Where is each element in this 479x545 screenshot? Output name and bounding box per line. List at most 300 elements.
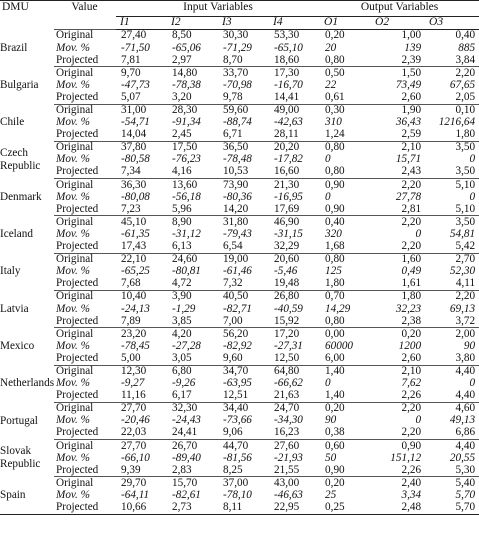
cell-i3: 7,32	[223, 277, 243, 290]
cell-o3: 0,40	[425, 30, 479, 43]
cell-i2: 3,20	[172, 90, 192, 103]
cell-o1: 125	[325, 265, 342, 278]
row-value-label: Projected	[56, 165, 99, 178]
cell-i1: -47,73	[121, 78, 150, 91]
cell-i1: 7,68	[121, 277, 141, 290]
cell-i2: 14,80	[167, 67, 218, 80]
table-row	[0, 154, 479, 166]
cell-o2: 2,60	[401, 90, 422, 103]
cell-i4: -27,31	[274, 339, 303, 352]
cell-i3: 14,20	[223, 202, 249, 215]
cell-o2: 2,39	[401, 53, 422, 66]
cell-i2: -31,12	[172, 227, 201, 240]
cell-i3: 44,70	[218, 440, 269, 453]
table-row	[0, 352, 479, 365]
cell-i1: 36,30	[116, 179, 167, 192]
cell-i2: -80,81	[172, 265, 201, 278]
row-value-label: Original	[54, 141, 116, 154]
cell-i1: 12,30	[116, 365, 167, 378]
cell-o1: 0,38	[325, 426, 345, 439]
cell-i2: -65,06	[172, 41, 201, 54]
table-row	[0, 104, 479, 117]
cell-o3: 3,50	[425, 216, 479, 229]
cell-i3: -70,98	[223, 78, 252, 91]
column-header-o1: O1	[320, 17, 371, 30]
row-value-label: Projected	[56, 463, 99, 476]
cell-o3: 2,20	[425, 67, 479, 80]
cell-i4: 21,63	[274, 389, 300, 402]
cell-i4: 21,55	[274, 463, 300, 476]
dmu-country-name: Mexico	[0, 339, 35, 352]
cell-i4: -5,46	[274, 265, 298, 278]
cell-i1: 10,40	[116, 290, 167, 303]
cell-i2: 24,60	[167, 253, 218, 266]
cell-i2: 24,41	[172, 426, 198, 439]
cell-o1: 90	[325, 414, 337, 427]
cell-o3: 5,70	[455, 488, 476, 501]
cell-i1: 9,70	[116, 67, 167, 80]
cell-o1: 0,90	[325, 463, 345, 476]
cell-o2: 2,20	[401, 240, 422, 253]
cell-o3: 54,81	[449, 227, 476, 240]
table-row	[0, 253, 479, 266]
cell-o3: 1216,64	[438, 116, 476, 129]
cell-i2: -27,28	[172, 339, 201, 352]
table-row	[0, 141, 479, 154]
cell-i2: 2,73	[167, 502, 218, 515]
column-header-o2: O2	[371, 17, 425, 30]
cell-o1: 1,80	[325, 277, 345, 290]
cell-o2: 15,71	[395, 153, 422, 166]
cell-o3: 4,60	[425, 402, 479, 415]
cell-i1: -71,50	[121, 41, 150, 54]
table-row	[0, 30, 479, 43]
row-value-label: Projected	[56, 202, 99, 215]
cell-o2: 7,62	[401, 377, 422, 390]
cell-o3: 69,13	[449, 302, 476, 315]
cell-o3: 4,11	[455, 277, 476, 290]
cell-i3: -82,92	[223, 339, 252, 352]
cell-i3: 8,25	[223, 463, 243, 476]
table-row	[0, 502, 479, 515]
table-row	[0, 427, 479, 440]
row-value-label: Original	[54, 328, 116, 341]
cell-i1: 31,00	[116, 104, 167, 117]
row-value-label: Original	[54, 290, 116, 303]
cell-i2: 8,90	[167, 216, 218, 229]
cell-o1: 0,80	[325, 314, 345, 327]
dmu-country-name: Iceland	[0, 228, 33, 241]
cell-o3: 4,40	[425, 440, 479, 453]
cell-i2: -56,18	[172, 190, 201, 203]
cell-o3: 5,70	[425, 502, 479, 515]
cell-i2: 3,90	[167, 290, 218, 303]
cell-i3: 33,70	[218, 67, 269, 80]
cell-i4: -16,70	[274, 78, 303, 91]
table-row	[0, 241, 479, 254]
row-value-label: Projected	[56, 389, 99, 402]
cell-i2: 32,30	[167, 402, 218, 415]
cell-i3: 6,54	[223, 240, 243, 253]
cell-i3: -73,66	[223, 414, 252, 427]
cell-i2: 4,16	[172, 165, 192, 178]
dmu-country-name: Netherlands	[0, 377, 55, 390]
cell-o1: 0,80	[325, 53, 345, 66]
cell-i1: -64,11	[121, 488, 150, 501]
cell-i3: -71,29	[223, 41, 252, 54]
cell-o1: 0,30	[320, 104, 371, 117]
row-value-label: Original	[54, 179, 116, 192]
cell-o3: 5,42	[455, 240, 476, 253]
cell-o2: 3,34	[401, 488, 422, 501]
cell-i1: -80,58	[121, 153, 150, 166]
cell-o1: 50	[325, 451, 337, 464]
cell-o2: 2,26	[401, 389, 422, 402]
table-row	[0, 440, 479, 453]
cell-o1: 0,90	[320, 179, 371, 192]
row-value-label: Mov. %	[56, 78, 90, 91]
dmu-country-name: Brazil	[0, 41, 28, 54]
table-row	[0, 315, 479, 328]
cell-i1: 27,70	[116, 440, 167, 453]
table-row	[0, 378, 479, 390]
row-value-label: Mov. %	[56, 377, 90, 390]
table-row	[0, 79, 479, 91]
cell-o1: 20	[325, 41, 337, 54]
cell-o2: 2,20	[401, 426, 422, 439]
table-row	[0, 54, 479, 67]
cell-o2: 0,20	[371, 328, 425, 341]
cell-i1: -66,10	[121, 451, 150, 464]
table-row	[0, 179, 479, 192]
column-header-o3: O3	[425, 17, 479, 30]
cell-o1: 0,80	[325, 165, 345, 178]
cell-i4: 14,41	[274, 90, 300, 103]
row-value-label: Projected	[56, 53, 99, 66]
cell-o2: 1,50	[371, 67, 425, 80]
cell-o1: 0,60	[320, 440, 371, 453]
table-row	[0, 477, 479, 490]
cell-i3: 7,00	[223, 314, 243, 327]
table-row	[0, 117, 479, 129]
cell-o1: 6,00	[325, 351, 345, 364]
row-value-label: Original	[54, 402, 116, 415]
cell-i2: -76,23	[172, 153, 201, 166]
cell-o3: 5,10	[455, 202, 476, 215]
cell-o2: 32,23	[395, 302, 422, 315]
table-row	[0, 402, 479, 415]
output-variables-header: Output Variables	[320, 1, 479, 17]
cell-o2: 0	[415, 227, 422, 240]
cell-o3: 3,84	[455, 53, 476, 66]
cell-i4: 20,60	[269, 253, 320, 266]
table-row	[0, 365, 479, 378]
dmu-country-name: Slovak Republic	[0, 445, 41, 471]
cell-i3: 9,60	[223, 351, 243, 364]
row-value-label: Mov. %	[56, 302, 90, 315]
cell-i2: 3,85	[172, 314, 192, 327]
row-value-label: Projected	[56, 90, 99, 103]
cell-i4: 64,80	[269, 365, 320, 378]
value-header: Value	[54, 1, 116, 30]
cell-i3: 8,70	[223, 53, 243, 66]
cell-i1: 14,04	[121, 128, 147, 141]
table-row	[0, 390, 479, 403]
dmu-country-name: Italy	[0, 265, 21, 278]
row-value-label: Mov. %	[56, 265, 90, 278]
row-value-label: Original	[54, 104, 116, 117]
cell-o2: 2,43	[401, 165, 422, 178]
cell-o1: 0,20	[320, 30, 371, 43]
cell-i2: 2,97	[172, 53, 192, 66]
column-header-i3: I3	[218, 17, 269, 30]
cell-i3: 30,30	[218, 30, 269, 43]
cell-o1: 60000	[325, 339, 354, 352]
cell-i2: -91,34	[172, 116, 201, 129]
cell-o3: 6,86	[455, 426, 476, 439]
cell-o1: 0	[325, 153, 331, 166]
cell-i4: -46,63	[274, 488, 303, 501]
row-value-label: Mov. %	[56, 190, 90, 203]
cell-i4: 46,90	[269, 216, 320, 229]
cell-o3: 0	[469, 190, 476, 203]
dmu-country-name: Bulgaria	[0, 78, 39, 91]
cell-i3: 10,53	[223, 165, 249, 178]
cell-i3: 31,80	[218, 216, 269, 229]
cell-i2: -1,29	[172, 302, 196, 315]
cell-i4: 53,30	[269, 30, 320, 43]
cell-o3: 3,80	[455, 351, 476, 364]
cell-i4: 27,60	[269, 440, 320, 453]
row-value-label: Mov. %	[56, 116, 90, 129]
cell-o2: 1,60	[371, 253, 425, 266]
cell-i4: 43,00	[269, 477, 320, 490]
cell-i3: 8,11	[218, 502, 269, 515]
cell-o2: 2,10	[371, 365, 425, 378]
row-value-label: Mov. %	[56, 227, 90, 240]
cell-o2: 1,90	[371, 104, 425, 117]
cell-i2: 6,80	[167, 365, 218, 378]
table-row	[0, 489, 479, 501]
cell-o2: 2,59	[401, 128, 422, 141]
cell-o3: 5,30	[455, 463, 476, 476]
table-row	[0, 67, 479, 80]
cell-o2: 0	[415, 414, 422, 427]
cell-o2: 2,26	[401, 463, 422, 476]
row-value-label: Mov. %	[56, 414, 90, 427]
table-row	[0, 328, 479, 341]
cell-i3: 59,60	[218, 104, 269, 117]
cell-i2: 2,83	[172, 463, 192, 476]
row-value-label: Projected	[56, 351, 99, 364]
cell-i4: -40,59	[274, 302, 303, 315]
dmu-country-name: Portugal	[0, 414, 38, 427]
cell-o3: 3,50	[455, 165, 476, 178]
cell-o1: 1,40	[320, 365, 371, 378]
cell-o3: 5,10	[425, 179, 479, 192]
cell-i1: 17,43	[121, 240, 147, 253]
cell-o2: 2,38	[401, 314, 422, 327]
cell-i1: 23,20	[116, 328, 167, 341]
dmu-country-name: Latvia	[0, 302, 29, 315]
cell-i4: 18,60	[274, 53, 300, 66]
row-value-label: Projected	[56, 277, 99, 290]
cell-o1: 0	[325, 190, 331, 203]
cell-i4: -16,95	[274, 190, 303, 203]
cell-o1: 22	[325, 78, 337, 91]
table-row	[0, 229, 479, 241]
cell-o3: 90	[463, 339, 476, 352]
cell-o2: 0,49	[401, 265, 422, 278]
row-value-label: Projected	[56, 240, 99, 253]
cell-i3: 40,50	[218, 290, 269, 303]
table-row	[0, 290, 479, 303]
cell-i3: 9,78	[223, 90, 243, 103]
cell-i1: 22,03	[121, 426, 147, 439]
cell-o2: 0,90	[371, 440, 425, 453]
cell-o2: 1200	[398, 339, 422, 352]
cell-i4: 21,30	[269, 179, 320, 192]
cell-i4: 22,95	[269, 502, 320, 515]
cell-i2: 17,50	[167, 141, 218, 154]
cell-i2: 5,96	[172, 202, 192, 215]
cell-i4: 16,60	[274, 165, 300, 178]
cell-i3: -61,46	[223, 265, 252, 278]
cell-i3: -79,43	[223, 227, 252, 240]
cell-i2: 6,13	[172, 240, 192, 253]
cell-o1: 320	[325, 227, 342, 240]
cell-i1: -54,71	[121, 116, 150, 129]
table-row	[0, 42, 479, 54]
cell-i1: 29,70	[116, 477, 167, 490]
cell-i4: -42,63	[274, 116, 303, 129]
table-row	[0, 203, 479, 216]
cell-i1: 7,81	[121, 53, 141, 66]
cell-i1: 11,16	[121, 389, 146, 402]
cell-i4: 20,20	[269, 141, 320, 154]
row-value-label: Mov. %	[56, 451, 90, 464]
cell-o1: 0,80	[320, 253, 371, 266]
cell-i1: -24,13	[121, 302, 150, 315]
cell-i4: 17,30	[269, 67, 320, 80]
cell-i3: -88,74	[223, 116, 252, 129]
table-row	[0, 278, 479, 291]
row-value-label: Original	[54, 365, 116, 378]
cell-o2: 151,12	[390, 451, 422, 464]
cell-o1: 0	[325, 377, 331, 390]
cell-i1: 5,07	[121, 90, 141, 103]
cell-i4: 12,50	[274, 351, 300, 364]
cell-i2: 3,05	[172, 351, 192, 364]
row-value-label: Mov. %	[56, 339, 90, 352]
table-row	[0, 452, 479, 464]
cell-i4: 24,70	[269, 402, 320, 415]
cell-i3: 73,90	[218, 179, 269, 192]
row-value-label: Mov. %	[56, 153, 90, 166]
cell-i4: 32,29	[274, 240, 300, 253]
cell-o2: 73,49	[395, 78, 422, 91]
cell-i2: -89,40	[172, 451, 201, 464]
cell-i4: -31,15	[274, 227, 303, 240]
table-row	[0, 129, 479, 142]
cell-i1: 5,00	[121, 351, 141, 364]
cell-o2: 27,78	[395, 190, 422, 203]
cell-i2: 4,20	[167, 328, 218, 341]
cell-o1: 0,25	[320, 502, 371, 515]
cell-i2: 6,17	[172, 389, 192, 402]
row-value-label: Projected	[54, 502, 116, 515]
column-header-i4: I4	[269, 17, 320, 30]
cell-i2: 15,70	[167, 477, 218, 490]
cell-i3: -81,56	[223, 451, 252, 464]
cell-i1: 7,34	[121, 165, 141, 178]
cell-o3: 4,40	[425, 365, 479, 378]
cell-o2: 1,61	[401, 277, 422, 290]
table-row	[0, 303, 479, 315]
dmu-country-name: Spain	[0, 477, 54, 514]
cell-i3: -80,36	[223, 190, 252, 203]
cell-o2: 36,43	[395, 116, 422, 129]
cell-i1: 10,66	[116, 502, 167, 515]
table-row	[0, 91, 479, 104]
cell-o3: 1,80	[455, 128, 476, 141]
cell-i2: 4,72	[172, 277, 192, 290]
cell-o1: 1,24	[325, 128, 345, 141]
cell-o1: 0,70	[320, 290, 371, 303]
cell-o3: 49,13	[449, 414, 476, 427]
cell-i2: -24,43	[172, 414, 201, 427]
column-header-i1: I1	[116, 17, 167, 30]
cell-i3: -78,10	[223, 488, 252, 501]
cell-i4: 17,20	[269, 328, 320, 341]
cell-i1: -61,35	[121, 227, 150, 240]
cell-i1: 22,10	[116, 253, 167, 266]
cell-o2: 2,60	[401, 351, 422, 364]
cell-i1: 7,23	[121, 202, 141, 215]
cell-o2: 1,80	[371, 290, 425, 303]
table-row	[0, 464, 479, 477]
column-header-i2: I2	[167, 17, 218, 30]
cell-i4: 28,11	[274, 128, 299, 141]
cell-o3: 20,55	[449, 451, 476, 464]
cell-o1: 0,61	[325, 90, 345, 103]
cell-i2: -82,61	[172, 488, 201, 501]
cell-i3: -82,71	[223, 302, 252, 315]
row-value-label: Projected	[56, 426, 99, 439]
cell-i4: -66,62	[274, 377, 303, 390]
cell-o1: 1,68	[325, 240, 345, 253]
table-row	[0, 340, 479, 352]
cell-o2: 139	[404, 41, 422, 54]
cell-i2: 26,70	[167, 440, 218, 453]
cell-i4: 26,80	[269, 290, 320, 303]
cell-i2: -78,38	[172, 78, 201, 91]
cell-o3: 0	[469, 377, 476, 390]
cell-i1: -65,25	[121, 265, 150, 278]
input-variables-header: Input Variables	[116, 1, 320, 17]
cell-o2: 2,48	[371, 502, 425, 515]
cell-i1: -78,45	[121, 339, 150, 352]
cell-o1: 0,90	[325, 202, 345, 215]
dmu-country-name: Chile	[0, 116, 25, 129]
row-value-label: Original	[54, 440, 116, 453]
cell-o3: 5,40	[425, 477, 479, 490]
dmu-country-name: Denmark	[0, 190, 42, 203]
cell-i3: 9,06	[223, 426, 243, 439]
cell-o3: 2,05	[455, 90, 476, 103]
header-row-groups	[0, 1, 479, 17]
dmu-country-name: Czech Republic	[0, 147, 41, 172]
